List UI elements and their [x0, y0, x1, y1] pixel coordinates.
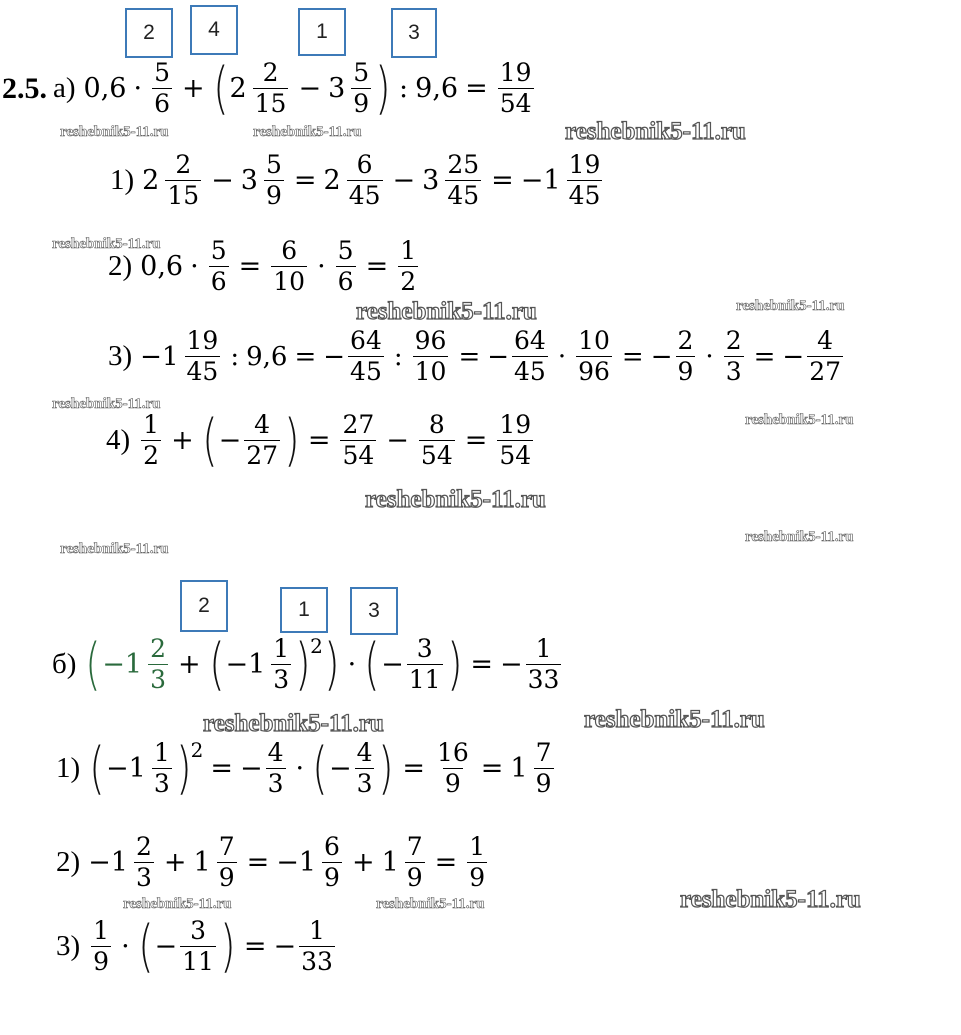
fraction: $\frac{16}{9}$	[436, 738, 469, 799]
step-a-1	[110, 152, 605, 210]
number: 2	[142, 165, 160, 197]
operator: =	[753, 341, 776, 372]
equation-a	[2, 55, 537, 121]
right-paren: )	[284, 407, 300, 473]
fraction: $\frac{19}{54}$	[499, 58, 532, 119]
operator: +	[181, 73, 205, 105]
number: 2	[229, 73, 247, 105]
fraction: $\frac{6}{10}$	[273, 236, 306, 297]
operator: −	[500, 649, 523, 681]
right-paren: )	[378, 735, 395, 801]
fraction: $\frac{2}{3}$	[135, 832, 152, 893]
number: 9,6	[246, 341, 288, 372]
number: 1	[110, 847, 128, 879]
fraction: $\frac{6}{9}$	[324, 832, 340, 893]
watermark: reshebnik5-11.ru	[253, 124, 362, 140]
operator: =	[458, 341, 481, 372]
watermark: reshebnik5-11.ru	[356, 298, 537, 325]
operator: =	[246, 847, 270, 879]
step-b-1	[56, 735, 557, 801]
fraction: $\frac{19}{54}$	[499, 410, 532, 471]
watermark: reshebnik5-11.ru	[52, 236, 161, 252]
fraction: $\frac{5}{6}$	[337, 236, 354, 297]
operator: =	[293, 165, 317, 197]
operator: ·	[705, 341, 714, 372]
operator: −	[211, 165, 234, 197]
left-paren: (	[201, 407, 218, 473]
fraction: $\frac{1}{3}$	[153, 738, 170, 799]
step-label: 1)	[56, 752, 81, 785]
right-paren: )	[324, 631, 340, 697]
operator: −	[225, 649, 249, 681]
operator: −	[102, 649, 125, 681]
fraction: $\frac{3}{11}$	[408, 634, 441, 695]
left-paren: (	[312, 735, 328, 801]
operator: +	[171, 425, 194, 457]
watermark: reshebnik5-11.ru	[736, 298, 845, 314]
right-paren: )	[446, 631, 463, 697]
right-paren: )	[295, 631, 311, 697]
fraction: $\frac{5}{9}$	[265, 150, 282, 211]
operator: =	[307, 425, 331, 457]
operator: =	[294, 341, 317, 372]
number: 3	[240, 165, 258, 197]
watermark: reshebnik5-11.ru	[745, 412, 854, 428]
operator: −	[276, 847, 299, 879]
fraction: $\frac{2}{3}$	[725, 326, 742, 387]
operator: =	[464, 425, 488, 457]
operator: :	[393, 341, 403, 372]
fraction: $\frac{7}{9}$	[218, 832, 235, 893]
step-a-3	[108, 328, 846, 386]
operator: =	[480, 753, 504, 785]
step-a-4	[106, 407, 536, 473]
fraction: $\frac{2}{3}$	[150, 634, 166, 695]
fraction: $\frac{5}{6}$	[210, 236, 227, 297]
operator: ·	[133, 73, 143, 105]
watermark: reshebnik5-11.ru	[584, 706, 765, 733]
number: 1	[298, 847, 317, 879]
number: 1	[124, 649, 143, 681]
fraction: $\frac{6}{45}$	[348, 150, 381, 211]
fraction: $\frac{1}{9}$	[469, 832, 486, 893]
fraction: $\frac{3}{11}$	[182, 916, 214, 977]
operator: −	[239, 753, 263, 785]
watermark: reshebnik5-11.ru	[565, 118, 746, 145]
answer-box: 3	[350, 587, 398, 635]
operator: +	[163, 847, 187, 879]
operator: =	[470, 649, 494, 681]
answer-box: 3	[391, 8, 437, 58]
number: 1	[510, 753, 528, 785]
operator: −	[88, 847, 111, 879]
operator: −	[487, 341, 510, 372]
watermark: reshebnik5-11.ru	[60, 124, 169, 140]
step-label: 1)	[110, 164, 135, 197]
left-paren: (	[364, 631, 380, 697]
watermark: reshebnik5-11.ru	[680, 886, 861, 913]
operator: −	[273, 931, 297, 963]
operator: =	[402, 753, 425, 785]
watermark: reshebnik5-11.ru	[123, 896, 232, 912]
left-paren: (	[85, 631, 102, 697]
number: 0,6	[140, 251, 184, 283]
fraction: $\frac{7}{9}$	[535, 738, 552, 799]
exponent: 2	[310, 634, 323, 658]
step-label: 2)	[56, 846, 81, 879]
step-label: 3)	[56, 930, 81, 963]
number: 1	[248, 649, 266, 681]
watermark: reshebnik5-11.ru	[745, 529, 854, 545]
fraction: $\frac{19}{45}$	[568, 150, 601, 211]
operator: =	[491, 165, 514, 197]
fraction: $\frac{19}{45}$	[186, 326, 219, 387]
operator: −	[782, 341, 805, 372]
fraction: $\frac{64}{45}$	[350, 326, 382, 387]
number: 1	[543, 165, 561, 197]
fraction: $\frac{64}{45}$	[514, 326, 546, 387]
number: 1	[381, 847, 399, 879]
number: 2	[323, 165, 341, 197]
number: 3	[328, 73, 346, 105]
fraction: $\frac{1}{33}$	[301, 916, 333, 977]
step-b-3	[56, 913, 338, 979]
step-b-2	[56, 834, 490, 892]
number: 1	[161, 341, 179, 372]
operator: −	[392, 165, 416, 197]
operator: ·	[347, 649, 357, 681]
step-label: 4)	[106, 424, 131, 457]
problem-number: 2.5.	[2, 71, 47, 105]
operator: −	[520, 165, 544, 197]
operator: −	[154, 931, 178, 963]
fraction: $\frac{1}{3}$	[273, 634, 290, 695]
left-paren: (	[212, 55, 229, 121]
operator: =	[434, 847, 458, 879]
answer-box: 4	[190, 5, 238, 55]
fraction: $\frac{10}{96}$	[578, 326, 610, 387]
watermark: reshebnik5-11.ru	[365, 486, 546, 513]
operator: =	[210, 753, 233, 785]
fraction: $\frac{2}{15}$	[254, 58, 287, 119]
operator: +	[178, 649, 201, 681]
answer-box: 2	[180, 580, 228, 632]
operator: =	[238, 251, 262, 283]
operator: ·	[557, 341, 567, 372]
operator: −	[323, 341, 346, 372]
fraction: $\frac{5}{6}$	[154, 58, 170, 119]
operator: =	[243, 931, 267, 963]
fraction: $\frac{25}{45}$	[447, 150, 480, 211]
fraction: $\frac{2}{15}$	[167, 150, 200, 211]
left-paren: (	[89, 735, 105, 801]
answer-box: 1	[298, 8, 346, 56]
watermark: reshebnik5-11.ru	[52, 396, 161, 412]
operator: :	[399, 73, 409, 105]
fraction: $\frac{1}{9}$	[93, 916, 110, 977]
left-paren: (	[137, 913, 154, 979]
fraction: $\frac{1}{33}$	[527, 634, 560, 695]
watermark: reshebnik5-11.ru	[60, 541, 169, 557]
answer-box: 2	[125, 8, 173, 58]
operator: −	[106, 753, 129, 785]
exponent: 2	[190, 738, 204, 762]
operator: −	[386, 425, 409, 457]
part-label: а)	[53, 72, 76, 105]
operator: −	[381, 649, 404, 681]
answer-box: 1	[280, 587, 328, 633]
operator: −	[298, 73, 322, 105]
watermark: reshebnik5-11.ru	[203, 710, 384, 737]
fraction: $\frac{8}{54}$	[420, 410, 453, 471]
equation-b	[52, 631, 564, 697]
fraction: $\frac{27}{54}$	[342, 410, 375, 471]
fraction: $\frac{5}{9}$	[353, 58, 370, 119]
operator: −	[140, 341, 162, 372]
operator: −	[650, 341, 673, 372]
operator: ·	[190, 251, 199, 283]
fraction: $\frac{4}{3}$	[356, 738, 373, 799]
number: 3	[422, 165, 440, 197]
operator: =	[465, 73, 488, 105]
part-label: б)	[52, 648, 77, 681]
number: 1	[193, 847, 211, 879]
right-paren: )	[375, 55, 391, 121]
fraction: $\frac{96}{10}$	[414, 326, 447, 387]
fraction: $\frac{7}{9}$	[406, 832, 423, 893]
fraction: $\frac{4}{27}$	[809, 326, 841, 387]
fraction: $\frac{4}{3}$	[267, 738, 284, 799]
fraction: $\frac{1}{2}$	[400, 236, 417, 297]
step-label: 3)	[108, 340, 133, 373]
right-paren: )	[176, 735, 192, 801]
fraction: $\frac{2}{9}$	[677, 326, 694, 387]
operator: ·	[121, 931, 130, 963]
operator: −	[328, 753, 352, 785]
watermark: reshebnik5-11.ru	[376, 896, 485, 912]
operator: ·	[317, 251, 326, 283]
operator: =	[621, 341, 644, 372]
number: 1	[128, 753, 146, 785]
fraction: $\frac{1}{2}$	[143, 410, 160, 471]
left-paren: (	[208, 631, 225, 697]
number: 0,6	[83, 73, 127, 105]
operator: :	[230, 341, 240, 372]
right-paren: )	[220, 913, 236, 979]
fraction: $\frac{4}{27}$	[246, 410, 278, 471]
operator: −	[218, 425, 242, 457]
number: 9,6	[415, 73, 459, 105]
operator: ·	[295, 753, 305, 785]
step-label: 2)	[108, 250, 133, 283]
operator: +	[351, 847, 375, 879]
operator: =	[365, 251, 389, 283]
